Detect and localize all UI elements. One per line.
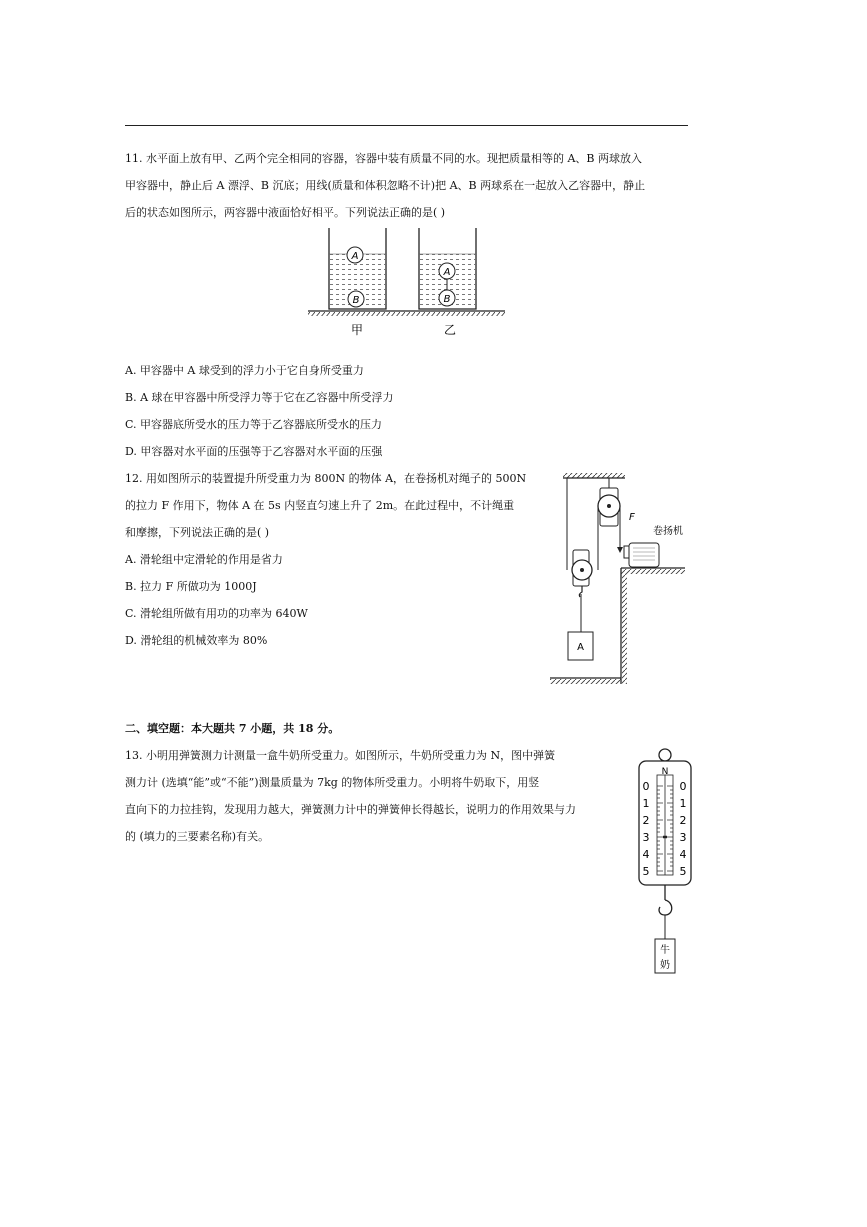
unit-label: N: [661, 767, 669, 777]
scale-left-3: 3: [642, 831, 650, 844]
ground-hatch: [308, 312, 505, 316]
scale-left-0: 0: [642, 780, 650, 793]
q11-line-1: 11. 水平面上放有甲、乙两个完全相同的容器，容器中装有质量不同的水。现把质量相等的 A、B 两球放入: [125, 152, 643, 165]
scale-left-4: 4: [642, 848, 650, 861]
scale-right-1: 1: [679, 797, 687, 810]
q13-line-2: 测力计 (选填“能”或“不能”)测量质量为 7kg 的物体所受重力。小明将牛奶取下，用竖: [125, 776, 540, 789]
winch-label: 卷扬机: [653, 526, 683, 537]
header-rule: [125, 125, 688, 126]
milk-label-2: 奶: [660, 960, 670, 971]
spring-scale-figure: [630, 745, 700, 980]
q11-line-3: 后的状态如图所示，两容器中液面恰好相平。下列说法正确的是( ): [125, 206, 446, 219]
ball-b-yi-label: B: [443, 294, 451, 305]
label-yi: 乙: [443, 323, 457, 337]
q11-option-a: A. 甲容器中 A 球受到的浮力小于它自身所受重力: [125, 364, 364, 377]
scale-left-1: 1: [642, 797, 650, 810]
force-label: F: [629, 512, 635, 523]
q11-option-c: C. 甲容器底所受水的压力等于乙容器底所受水的压力: [125, 418, 383, 431]
scale-right-4: 4: [679, 848, 687, 861]
q12-option-c: C. 滑轮组所做有用功的功率为 640W: [125, 607, 308, 620]
q11-line-2: 甲容器中，静止后 A 漂浮、B 沉底；用线(质量和体积忽略不计)把 A、B 两球系在一起放入乙容器中，静止: [125, 179, 646, 192]
platform-hatch: [621, 569, 685, 574]
ball-a-jia-label: A: [351, 251, 359, 262]
ceiling-hatch: [563, 473, 625, 478]
q13-line-3: 直向下的力拉挂钩，发现用力越大，弹簧测力计中的弹簧伸长得越长，说明力的作用效果与力: [125, 803, 576, 816]
label-jia: 甲: [350, 323, 364, 337]
ball-b-jia-label: B: [352, 295, 360, 306]
section-title: 二、填空题：本大题共 7 小题，共 18 分。: [125, 722, 340, 735]
q13-line-1: 13. 小明用弹簧测力计测量一盒牛奶所受重力。如图所示，牛奶所受重力为 N，图中弹簧: [125, 749, 556, 762]
q11-option-d: D. 甲容器对水平面的压强等于乙容器对水平面的压强: [125, 445, 383, 458]
scale-right-0: 0: [679, 780, 687, 793]
ground-hatch-12: [550, 679, 621, 684]
q12-option-a: A. 滑轮组中定滑轮的作用是省力: [125, 553, 283, 566]
scale-left-5: 5: [642, 865, 650, 878]
scale-left-2: 2: [642, 814, 650, 827]
q12-line-1: 12. 用如图所示的装置提升所受重力为 800N 的物体 A，在卷扬机对绳子的 500N: [125, 472, 527, 485]
wall-hatch: [622, 574, 627, 684]
q12-figure: [545, 470, 690, 690]
q12-line-3: 和摩擦，下列说法正确的是( ): [125, 526, 270, 539]
hook-curve: [659, 900, 672, 915]
q13-line-4: 的 (填力的三要素名称)有关。: [125, 830, 270, 843]
winch-body: [629, 543, 659, 567]
top-ring: [659, 749, 671, 761]
force-arrow: [617, 547, 623, 553]
q12-option-d: D. 滑轮组的机械效率为 80%: [125, 634, 268, 647]
scale-right-2: 2: [679, 814, 687, 827]
q12-option-b: B. 拉力 F 所做功为 1000J: [125, 580, 257, 593]
scale-right-3: 3: [679, 831, 687, 844]
q12-line-2: 的拉力 F 作用下，物体 A 在 5s 内竖直匀速上升了 2m。在此过程中，不计绳重: [125, 499, 515, 512]
q11-figure: [300, 222, 515, 342]
block-a-label: A: [577, 642, 584, 653]
milk-label-1: 牛: [660, 945, 670, 956]
ball-a-yi-label: A: [443, 267, 451, 278]
q11-option-b: B. A 球在甲容器中所受浮力等于它在乙容器中所受浮力: [125, 391, 394, 404]
scale-right-5: 5: [679, 865, 687, 878]
